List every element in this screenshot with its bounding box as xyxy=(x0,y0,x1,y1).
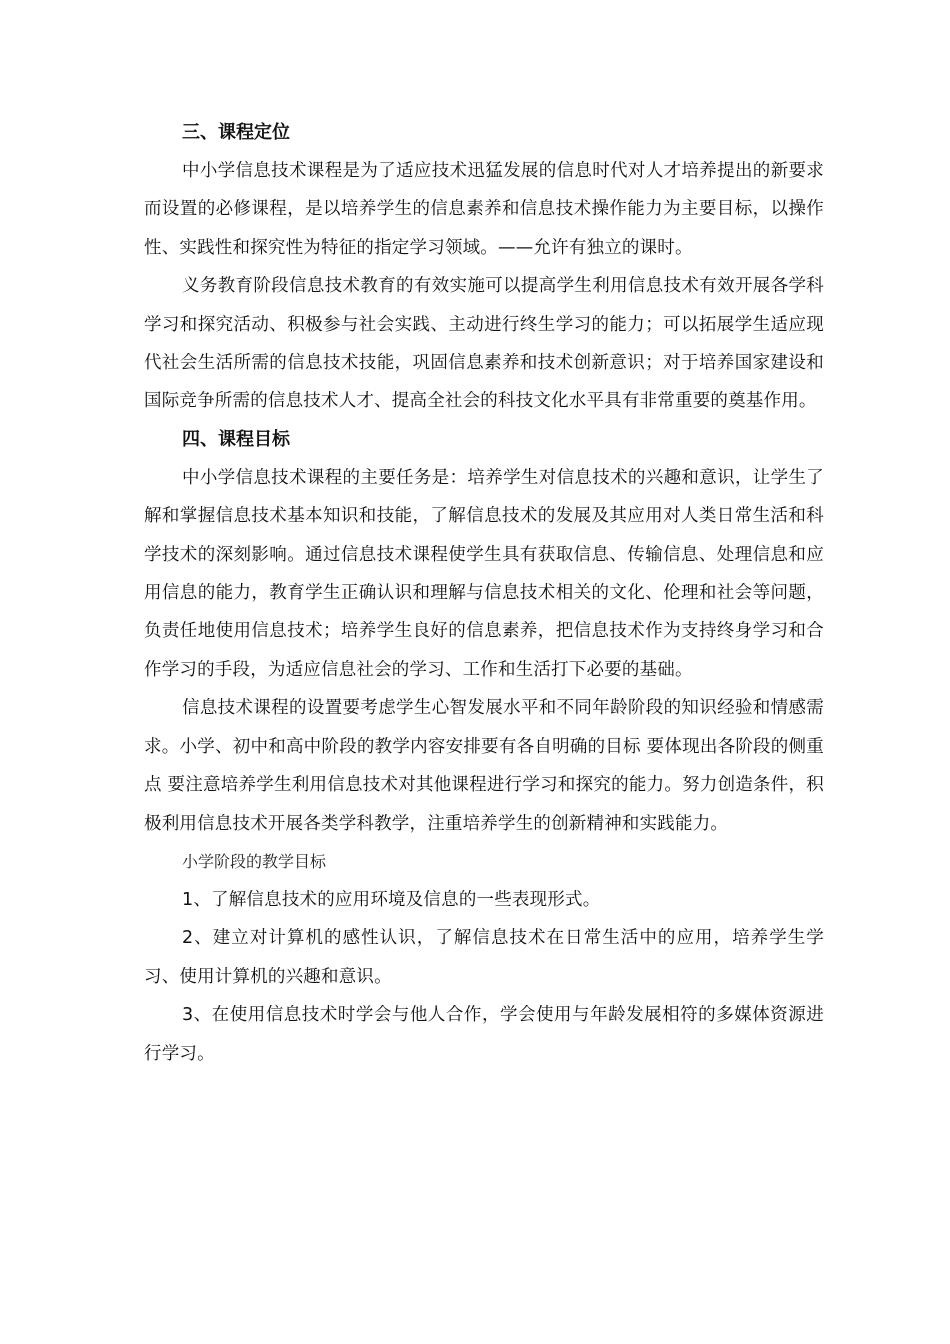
list-item: 3、在使用信息技术时学会与他人合作，学会使用与年龄发展相符的多媒体资源进行学习。 xyxy=(144,1005,824,1064)
paragraph: 义务教育阶段信息技术教育的有效实施可以提高学生利用信息技术有效开展各学科学习和探究活动、积极参与社会实践、主动进行终生学习的能力；可以拓展学生适应现代社会生活所需的信息技术技能，巩固信息素养和技术创新意识；对于培养国家建设和国际竞争所需的信息技术人才、提高全社会的科技文化水平具有非常重要的奠基作用。 xyxy=(144,276,824,412)
document-body xyxy=(144,114,824,1073)
paragraph: 信息技术课程的设置要考虑学生心智发展水平和不同年龄阶段的知识经验和情感需求。小学、初中和高中阶段的教学内容安排要有各自明确的目标 要体现出各阶段的侧重点 要注意培养学生利用信息技术对其他课程进行学习和探究的能力。努力创造条件，积极利用信息技术开展各类学科教学，注重培养学生的创新精神和实践能力。 xyxy=(144,698,824,834)
paragraph: 中小学信息技术课程是为了适应技术迅猛发展的信息时代对人才培养提出的新要求而设置的必修课程，是以培养学生的信息素养和信息技术操作能力为主要目标，以操作性、实践性和探究性为特征的指定学习领域。——允许有独立的课时。 xyxy=(144,161,824,258)
list-item: 1、了解信息技术的应用环境及信息的一些表现形式。 xyxy=(182,889,601,910)
list-item: 2、建立对计算机的感性认识，了解信息技术在日常生活中的应用，培养学生学习、使用计算机的兴趣和意识。 xyxy=(144,928,824,987)
section-heading-positioning: 三、课程定位 xyxy=(182,122,290,143)
paragraph: 中小学信息技术课程的主要任务是：培养学生对信息技术的兴趣和意识，让学生了解和掌握信息技术基本知识和技能，了解信息技术的发展及其应用对人类日常生活和科学技术的深刻影响。通过信息技术课程使学生具有获取信息、传输信息、处理信息和应用信息的能力，教育学生正确认识和理解与信息技术相关的文化、伦理和社会等问题，负责任地使用信息技术；培养学生良好的信息素养，把信息技术作为支持终身学习和合作学习的手段，为适应信息社会的学习、工作和生活打下必要的基础。 xyxy=(144,467,824,680)
subheading-primary-goals: 小学阶段的教学目标 xyxy=(182,851,327,871)
section-heading-goals: 四、课程目标 xyxy=(182,428,290,450)
